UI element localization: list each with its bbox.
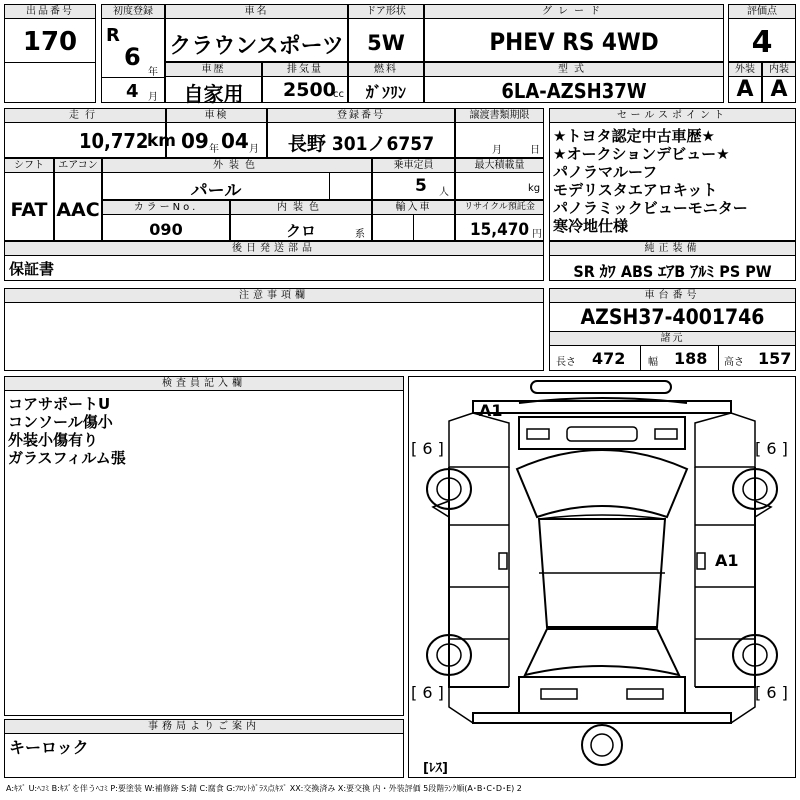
- damage-mark-hood: A1: [479, 401, 503, 420]
- inspector-label: 検査員記入欄: [5, 377, 403, 391]
- import-box: [372, 200, 455, 241]
- doors-label: ドア形状: [349, 5, 423, 19]
- chassis-box: [549, 288, 796, 371]
- mileage-unit: km: [147, 131, 177, 151]
- max-load-box: [455, 158, 544, 200]
- spec-width-label: 幅: [648, 357, 658, 368]
- shift-value: FAT: [10, 199, 48, 221]
- inspector-note: コアサポートU: [8, 395, 111, 413]
- transfer-docs-box: [455, 108, 544, 158]
- tire-depth-rear-right: [ 6 ]: [755, 683, 788, 702]
- score-value: 4: [751, 25, 773, 60]
- interior-grade-box: [762, 62, 796, 103]
- score-box: [728, 4, 796, 62]
- ext-color-value: パール: [190, 181, 242, 201]
- inspection-year: 09: [181, 129, 209, 153]
- grade-box: [424, 4, 724, 62]
- recycle-box: [455, 200, 544, 241]
- displacement-box: [262, 62, 348, 103]
- grade-label: グレード: [425, 5, 723, 19]
- displacement-label: 排気量: [263, 63, 347, 77]
- inspector-note: コンソール傷小: [8, 413, 113, 431]
- inspection-month-unit: 月: [249, 144, 259, 155]
- registration-value: 長野 301ノ6757: [287, 133, 435, 155]
- car-name-label: 車名: [166, 5, 347, 19]
- exterior-grade-value: A: [736, 77, 754, 102]
- history-value: 自家用: [183, 82, 244, 106]
- mileage-box: [4, 108, 177, 158]
- sales-point-item: パノラミックビューモニター: [553, 199, 748, 217]
- inspection-year-unit: 年: [209, 144, 219, 155]
- spec-length-label: 長さ: [556, 357, 576, 368]
- int-color-label: 内装色: [231, 201, 371, 215]
- office-value: キーロック: [9, 738, 89, 757]
- first-registration-month-unit: 月: [148, 92, 158, 103]
- sales-point-item: モデリスタエアロキット: [553, 181, 718, 199]
- capacity-value: 5: [415, 176, 427, 196]
- inspector-note: ガラスフィルム張: [8, 449, 126, 467]
- specs-label: 諸元: [549, 331, 796, 346]
- spec-width-value: 188: [674, 349, 708, 368]
- shift-box: [4, 158, 54, 241]
- tire-depth-front-right: [ 6 ]: [755, 439, 788, 458]
- ext-color-box: [102, 158, 372, 200]
- grade-value: PHEV RS 4WD: [489, 28, 659, 56]
- transfer-docs-day-unit: 日: [530, 145, 540, 156]
- later-parts-value: 保証書: [9, 260, 55, 278]
- exterior-grade-label: 外装: [729, 63, 761, 77]
- max-load-unit: kg: [528, 183, 541, 194]
- history-label: 車歴: [166, 63, 261, 77]
- recycle-label: リサイクル預託金: [456, 201, 543, 215]
- first-registration-year: 6: [124, 43, 141, 71]
- first-registration-era: R: [106, 25, 120, 46]
- color-no-label: カラーNo.: [103, 201, 229, 215]
- first-registration-month: 4: [126, 81, 139, 102]
- first-registration-box: [101, 4, 165, 103]
- lot-number: 170: [22, 27, 78, 57]
- transfer-docs-label: 譲渡書類期限: [456, 109, 543, 123]
- int-color-value: クロ: [285, 222, 316, 240]
- capacity-box: [372, 158, 455, 200]
- model-code-value: 6LA-AZSH37W: [501, 79, 647, 103]
- tire-depth-rear-left: [ 6 ]: [411, 683, 444, 702]
- equipment-value: SR ｶﾜ ABS ｴｱB ｱﾙﾐ PS PW: [573, 262, 772, 281]
- office-label: 事務局よりご案内: [5, 720, 403, 734]
- lot-label: 出品番号: [5, 5, 95, 19]
- office-box: [4, 719, 404, 778]
- sales-point-item: パノラマルーフ: [553, 163, 658, 181]
- import-label: 輸入車: [373, 201, 454, 215]
- exterior-grade-box: [728, 62, 762, 103]
- recycle-unit: 円: [532, 229, 542, 240]
- car-outline-diagram: [409, 377, 795, 777]
- notes-label: 注意事項欄: [5, 289, 543, 303]
- doors-box: [348, 4, 424, 62]
- spec-height-value: 157: [758, 349, 792, 368]
- tire-depth-front-left: [ 6 ]: [411, 439, 444, 458]
- later-parts-box: [4, 241, 544, 281]
- car-diagram: [408, 376, 796, 778]
- shift-label: シフト: [5, 159, 53, 173]
- transfer-docs-month-unit: 月: [492, 145, 502, 156]
- equipment-label: 純正装備: [550, 242, 795, 256]
- history-box: [165, 62, 262, 106]
- sales-points-label: セールスポイント: [550, 109, 795, 123]
- first-registration-year-unit: 年: [148, 67, 158, 78]
- recycle-value: 15,470: [470, 220, 530, 240]
- chassis-label: 車台番号: [550, 289, 795, 303]
- inspection-box: [166, 108, 267, 158]
- fuel-label: 燃料: [349, 63, 423, 77]
- color-no-value: 090: [149, 220, 183, 239]
- ext-color-label: 外装色: [103, 159, 371, 173]
- notes-box: [4, 288, 544, 371]
- sales-points-box: [549, 108, 796, 241]
- registration-box: [267, 108, 455, 158]
- spec-height-label: 高さ: [724, 357, 744, 368]
- interior-grade-value: A: [770, 77, 788, 102]
- int-color-box: [230, 200, 372, 241]
- doors-value: 5W: [367, 31, 405, 55]
- inspector-note: 外装小傷有り: [8, 431, 99, 449]
- aircon-box: [54, 158, 102, 241]
- legend: A:ｷｽﾞ U:ﾍｺﾐ B:ｷｽﾞを伴うﾍｺﾐ P:要塗装 W:補修跡 S:錆 C:腐食 G:ﾌﾛﾝﾄｶﾞﾗｽ点ｷｽﾞ XX:交換済み X:要交換 内・外装評価 5段階ﾗﾝｸ順(A･B･C･D･E) 2: [6, 784, 522, 793]
- capacity-label: 乗車定員: [373, 159, 454, 173]
- registration-label: 登録番号: [268, 109, 454, 123]
- displacement-value: 2500: [283, 79, 336, 101]
- spec-length-value: 472: [592, 349, 626, 368]
- capacity-unit: 人: [439, 187, 449, 198]
- later-parts-label: 後日発送部品: [5, 242, 543, 256]
- aircon-value: AAC: [56, 199, 100, 221]
- model-code-label: 型式: [425, 63, 723, 77]
- mileage-value: 10,772: [79, 129, 149, 153]
- lot-box: [4, 4, 96, 103]
- color-no-box: [102, 200, 230, 241]
- sales-point-item: ★トヨタ認定中古車歴★: [553, 127, 715, 145]
- equipment-box: [549, 241, 796, 281]
- chassis-number: AZSH37-4001746: [580, 305, 765, 329]
- car-name-box: [165, 4, 348, 62]
- displacement-unit: cc: [333, 89, 344, 100]
- max-load-label: 最大積載量: [456, 159, 543, 173]
- fuel-box: [348, 62, 424, 103]
- aircon-label: エアコン: [55, 159, 101, 173]
- sales-point-item: 寒冷地仕様: [553, 217, 629, 235]
- spare-tire-label: [ﾚｽ]: [423, 761, 448, 776]
- score-label: 評価点: [729, 5, 795, 19]
- int-color-unit: 系: [355, 229, 365, 240]
- inspection-label: 車検: [167, 109, 266, 123]
- damage-mark-right-door: A1: [715, 551, 739, 570]
- sales-point-item: ★オークションデビュー★: [553, 145, 730, 163]
- inspector-box: [4, 376, 404, 716]
- mileage-label: 走行: [5, 109, 165, 123]
- first-registration-label: 初度登録: [102, 5, 164, 19]
- interior-grade-label: 内装: [763, 63, 795, 77]
- fuel-value: ｶﾞｿﾘﾝ: [365, 83, 406, 102]
- model-code-box: [424, 62, 724, 103]
- inspection-month: 04: [221, 129, 249, 153]
- car-name-value: クラウンスポーツ: [169, 34, 344, 59]
